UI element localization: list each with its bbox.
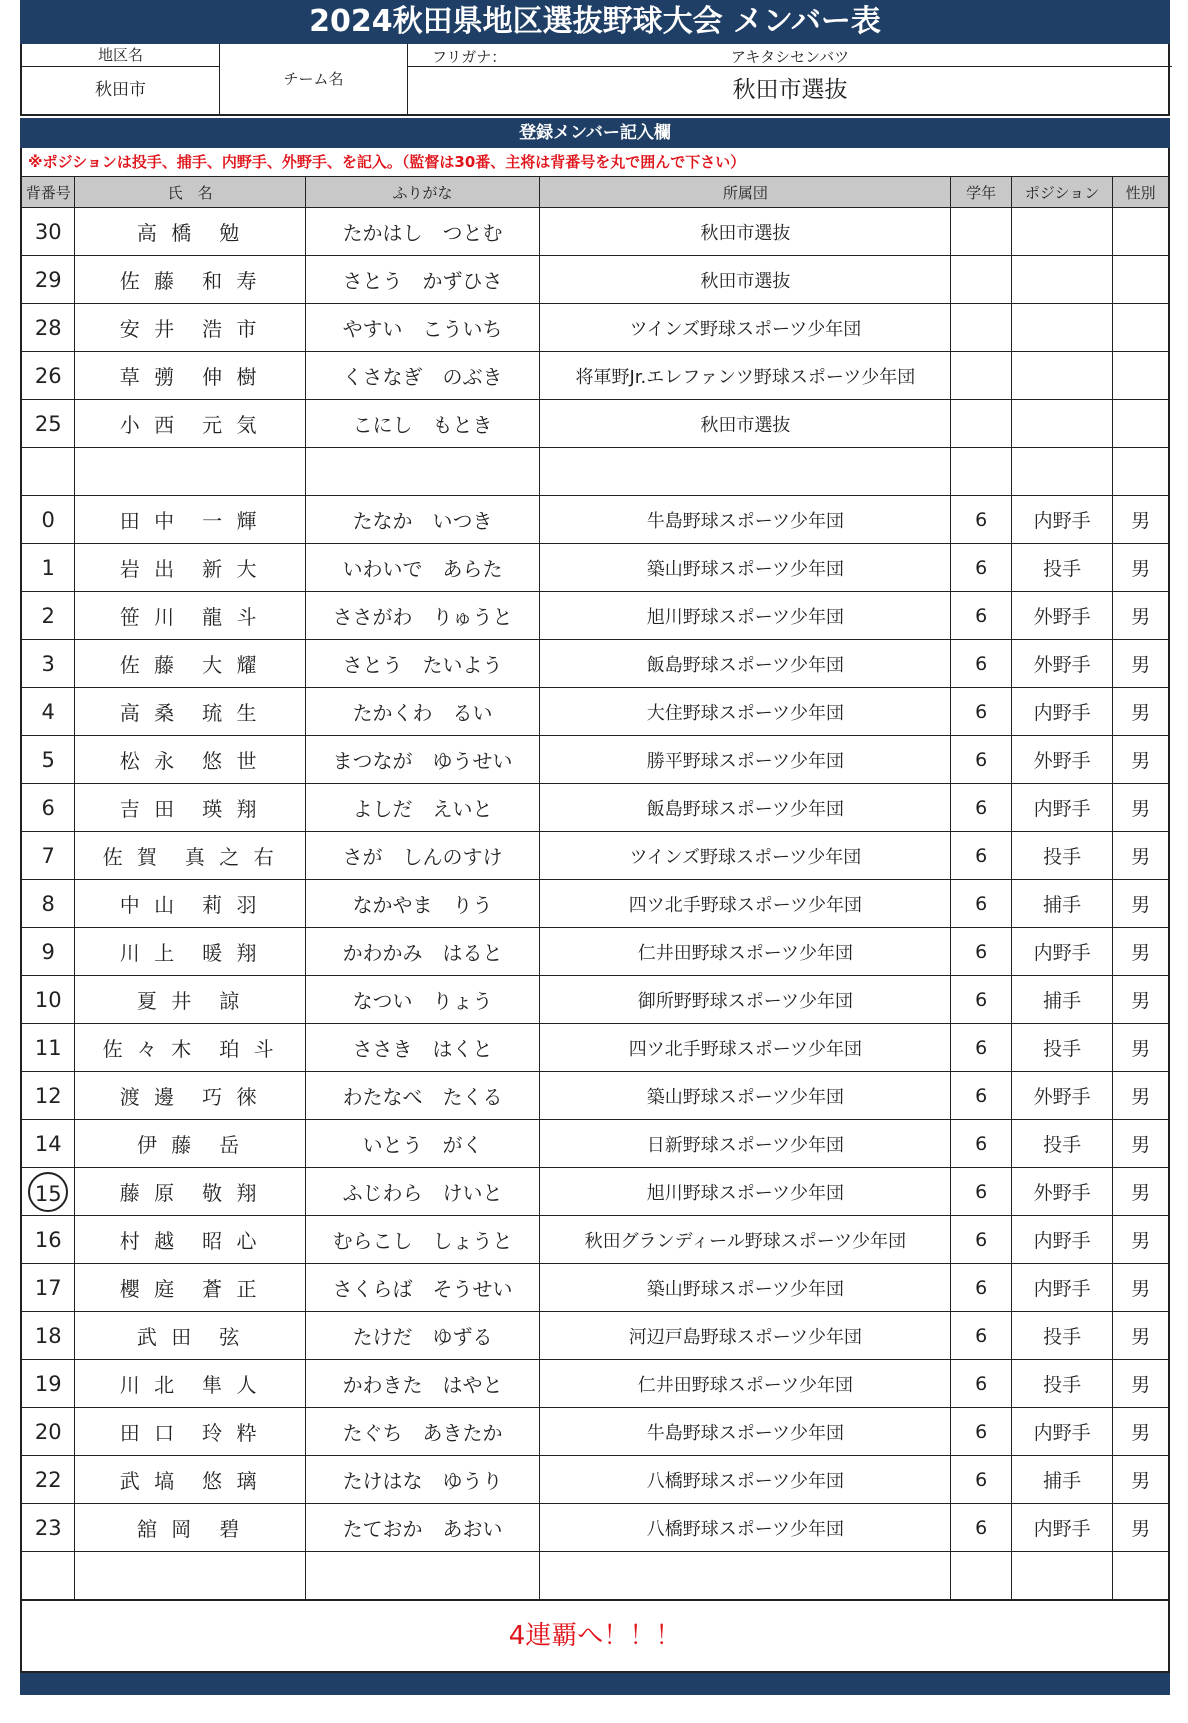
kana-cell: やすい こういち [305,304,540,352]
table-row [21,1024,1169,1072]
table-row [21,496,1169,544]
grade-cell: 6 [951,1456,1012,1504]
name-cell: 安 井 浩 市 [75,304,305,352]
club-cell: 牛島野球スポーツ少年団 [540,496,951,544]
footer-message: 4連覇へ！！！ [20,1600,1170,1673]
kana-cell: さが しんのすけ [305,832,540,880]
sex-cell: 男 [1113,832,1169,880]
blank-cell [75,1552,305,1600]
sex-cell: 男 [1113,1408,1169,1456]
header-kana: ふりがな [305,177,540,208]
grade-cell [951,400,1012,448]
kana-cell: たかはし つとむ [305,208,540,256]
number-cell: 19 [21,1360,75,1408]
name-cell: 藤 原 敬 翔 [75,1168,305,1216]
name-cell: 笹 川 龍 斗 [75,592,305,640]
blank-cell [1113,448,1169,496]
name-cell: 川 北 隼 人 [75,1360,305,1408]
position-cell: 内野手 [1011,1264,1112,1312]
number-cell: 0 [21,496,75,544]
grade-cell: 6 [951,1024,1012,1072]
bottom-bar [20,1673,1170,1695]
kana-cell: ささき はくと [305,1024,540,1072]
name-cell: 岩 出 新 大 [75,544,305,592]
kana-cell: まつなが ゆうせい [305,736,540,784]
sex-cell [1113,304,1169,352]
blank-cell [951,1552,1012,1600]
club-cell: 築山野球スポーツ少年団 [540,1072,951,1120]
name-cell: 武 田 弦 [75,1312,305,1360]
position-cell: 投手 [1011,832,1112,880]
grade-cell: 6 [951,784,1012,832]
number-cell: 12 [21,1072,75,1120]
name-cell: 佐 々 木 珀 斗 [75,1024,305,1072]
position-cell: 投手 [1011,1360,1112,1408]
blank-cell [951,448,1012,496]
table-row [21,736,1169,784]
sex-cell: 男 [1113,736,1169,784]
sex-cell: 男 [1113,1264,1169,1312]
number-cell: 10 [21,976,75,1024]
position-cell: 投手 [1011,544,1112,592]
position-cell: 内野手 [1011,784,1112,832]
sex-cell: 男 [1113,1312,1169,1360]
position-cell [1011,400,1112,448]
number-cell: 30 [21,208,75,256]
number-cell: 2 [21,592,75,640]
club-cell: 築山野球スポーツ少年団 [540,1264,951,1312]
number-cell: 29 [21,256,75,304]
sex-cell: 男 [1113,1504,1169,1552]
blank-cell [21,1552,75,1600]
position-cell [1011,256,1112,304]
club-cell: 築山野球スポーツ少年団 [540,544,951,592]
table-row [21,784,1169,832]
team-name-cell [408,44,1172,114]
grade-cell: 6 [951,1264,1012,1312]
position-cell [1011,304,1112,352]
sex-cell [1113,400,1169,448]
kana-cell: よしだ えいと [305,784,540,832]
table-row [21,688,1169,736]
kana-cell: さくらば そうせい [305,1264,540,1312]
blank-cell [305,448,540,496]
number-cell: 22 [21,1456,75,1504]
club-cell: ツインズ野球スポーツ少年団 [540,832,951,880]
blank-cell [305,1552,540,1600]
position-cell: 投手 [1011,1024,1112,1072]
number-cell: 20 [21,1408,75,1456]
number-cell: 6 [21,784,75,832]
club-cell: 秋田市選抜 [540,208,951,256]
number-cell: 11 [21,1024,75,1072]
furigana-row [408,44,1172,67]
table-row [21,1504,1169,1552]
sex-cell: 男 [1113,1024,1169,1072]
position-cell [1011,352,1112,400]
blank-cell [1011,1552,1112,1600]
number-cell: 5 [21,736,75,784]
kana-cell: たけだ ゆずる [305,1312,540,1360]
position-cell: 捕手 [1011,880,1112,928]
name-cell: 佐 賀 真 之 右 [75,832,305,880]
club-cell: 四ツ北手野球スポーツ少年団 [540,1024,951,1072]
position-cell: 内野手 [1011,496,1112,544]
number-cell: 23 [21,1504,75,1552]
name-cell: 武 塙 悠 璃 [75,1456,305,1504]
blank-row [21,1552,1169,1600]
furigana-label: フリガナ： [432,48,507,66]
kana-cell: たぐち あきたか [305,1408,540,1456]
captain-circle: 15 [28,1172,68,1212]
table-row [21,1264,1169,1312]
position-cell [1011,208,1112,256]
kana-cell: いとう がく [305,1120,540,1168]
club-cell: 八橋野球スポーツ少年団 [540,1456,951,1504]
kana-cell: ふじわら けいと [305,1168,540,1216]
area-cell [22,44,220,114]
position-cell: 捕手 [1011,1456,1112,1504]
grade-cell: 6 [951,1360,1012,1408]
club-cell: 秋田市選抜 [540,256,951,304]
sex-cell [1113,256,1169,304]
grade-cell: 6 [951,688,1012,736]
number-cell: 14 [21,1120,75,1168]
grade-cell [951,208,1012,256]
club-cell: 日新野球スポーツ少年団 [540,1120,951,1168]
club-cell: 八橋野球スポーツ少年団 [540,1504,951,1552]
number-cell [21,1168,75,1216]
number-cell: 8 [21,880,75,928]
sex-cell [1113,208,1169,256]
name-cell: 小 西 元 気 [75,400,305,448]
position-cell: 外野手 [1011,1168,1112,1216]
kana-cell: むらこし しょうと [305,1216,540,1264]
name-cell: 渡 邊 巧 徠 [75,1072,305,1120]
table-row [21,304,1169,352]
position-cell: 内野手 [1011,688,1112,736]
header-name: 氏 名 [75,177,305,208]
name-cell: 吉 田 瑛 翔 [75,784,305,832]
table-row [21,880,1169,928]
table-row [21,400,1169,448]
position-cell: 内野手 [1011,1216,1112,1264]
club-cell: 仁井田野球スポーツ少年団 [540,1360,951,1408]
name-cell: 高 橋 勉 [75,208,305,256]
header-position: ポジション [1011,177,1112,208]
number-cell: 4 [21,688,75,736]
position-cell: 外野手 [1011,1072,1112,1120]
table-row [21,544,1169,592]
club-cell: 旭川野球スポーツ少年団 [540,1168,951,1216]
club-cell: 勝平野球スポーツ少年団 [540,736,951,784]
kana-cell: なかやま りう [305,880,540,928]
name-cell: 中 山 莉 羽 [75,880,305,928]
position-cell: 外野手 [1011,640,1112,688]
position-cell: 投手 [1011,1120,1112,1168]
member-sheet [20,0,1170,1695]
sex-cell: 男 [1113,1360,1169,1408]
instruction-note: ※ポジションは投手、捕手、内野手、外野手、を記入。（監督は30番、主将は背番号を丸で囲んで下さい） [20,148,1170,176]
name-cell: 夏 井 諒 [75,976,305,1024]
kana-cell: ささがわ りゅうと [305,592,540,640]
header-number: 背番号 [21,177,75,208]
name-cell: 櫻 庭 蒼 正 [75,1264,305,1312]
furigana-value: アキタシセンバツ [730,48,850,66]
table-row [21,592,1169,640]
sex-cell [1113,352,1169,400]
club-cell: 将軍野Jr.エレファンツ野球スポーツ少年団 [540,352,951,400]
table-header-row [21,177,1169,208]
table-row [21,352,1169,400]
sex-cell: 男 [1113,1120,1169,1168]
area-label: 地区名 [22,44,219,67]
team-name: 秋田市選抜 [732,77,848,103]
table-row [21,208,1169,256]
club-cell: 河辺戸島野球スポーツ少年団 [540,1312,951,1360]
position-cell: 捕手 [1011,976,1112,1024]
name-cell: 田 中 一 輝 [75,496,305,544]
grade-cell: 6 [951,1312,1012,1360]
table-row [21,1456,1169,1504]
position-cell: 外野手 [1011,592,1112,640]
position-cell: 内野手 [1011,928,1112,976]
kana-cell: たけはな ゆうり [305,1456,540,1504]
grade-cell: 6 [951,1408,1012,1456]
club-cell: 御所野野球スポーツ少年団 [540,976,951,1024]
number-cell: 18 [21,1312,75,1360]
header-club: 所属団 [540,177,951,208]
club-cell: 飯島野球スポーツ少年団 [540,640,951,688]
number-cell: 9 [21,928,75,976]
kana-cell: くさなぎ のぶき [305,352,540,400]
kana-cell: かわきた はやと [305,1360,540,1408]
name-cell: 松 永 悠 世 [75,736,305,784]
kana-cell: たておか あおい [305,1504,540,1552]
grade-cell: 6 [951,880,1012,928]
name-cell: 高 桑 琉 生 [75,688,305,736]
club-cell: 仁井田野球スポーツ少年団 [540,928,951,976]
number-cell: 28 [21,304,75,352]
club-cell: 四ツ北手野球スポーツ少年団 [540,880,951,928]
club-cell: 旭川野球スポーツ少年団 [540,592,951,640]
page-title: 2024秋田県地区選抜野球大会 メンバー表 [20,0,1170,44]
grade-cell: 6 [951,1072,1012,1120]
position-cell: 内野手 [1011,1504,1112,1552]
table-row [21,1216,1169,1264]
team-info [20,44,1170,116]
blank-cell [1113,1552,1169,1600]
club-cell: ツインズ野球スポーツ少年団 [540,304,951,352]
table-row [21,256,1169,304]
number-cell: 26 [21,352,75,400]
name-cell: 佐 藤 和 寿 [75,256,305,304]
number-cell: 1 [21,544,75,592]
blank-cell [21,448,75,496]
table-row [21,1072,1169,1120]
grade-cell [951,304,1012,352]
sex-cell: 男 [1113,688,1169,736]
blank-cell [1011,448,1112,496]
table-row [21,1120,1169,1168]
table-row [21,1408,1169,1456]
grade-cell: 6 [951,976,1012,1024]
kana-cell: たなか いつき [305,496,540,544]
sex-cell: 男 [1113,976,1169,1024]
name-cell: 草 彅 伸 樹 [75,352,305,400]
grade-cell: 6 [951,1216,1012,1264]
team-label-cell [220,44,408,114]
blank-cell [540,1552,951,1600]
grade-cell: 6 [951,1120,1012,1168]
member-table [20,176,1170,1600]
club-cell: 大住野球スポーツ少年団 [540,688,951,736]
grade-cell [951,352,1012,400]
grade-cell: 6 [951,736,1012,784]
name-cell: 村 越 昭 心 [75,1216,305,1264]
sex-cell: 男 [1113,880,1169,928]
area-value: 秋田市 [95,80,146,100]
kana-cell: こにし もとき [305,400,540,448]
position-cell: 投手 [1011,1312,1112,1360]
table-body [21,208,1169,1600]
kana-cell: さとう かずひさ [305,256,540,304]
grade-cell: 6 [951,928,1012,976]
club-cell: 飯島野球スポーツ少年団 [540,784,951,832]
sex-cell: 男 [1113,1216,1169,1264]
name-cell: 田 口 玲 粋 [75,1408,305,1456]
number-cell: 17 [21,1264,75,1312]
name-cell: 佐 藤 大 耀 [75,640,305,688]
section-title: 登録メンバー記入欄 [20,118,1170,148]
position-cell: 外野手 [1011,736,1112,784]
sex-cell: 男 [1113,1168,1169,1216]
name-cell: 伊 藤 岳 [75,1120,305,1168]
table-row [21,976,1169,1024]
sex-cell: 男 [1113,496,1169,544]
table-row [21,1312,1169,1360]
kana-cell: さとう たいよう [305,640,540,688]
grade-cell: 6 [951,592,1012,640]
blank-row [21,448,1169,496]
number-cell: 3 [21,640,75,688]
table-row [21,1360,1169,1408]
club-cell: 秋田市選抜 [540,400,951,448]
table-row [21,832,1169,880]
club-cell: 牛島野球スポーツ少年団 [540,1408,951,1456]
sex-cell: 男 [1113,592,1169,640]
kana-cell: なつい りょう [305,976,540,1024]
table-row [21,1168,1169,1216]
club-cell: 秋田グランディール野球スポーツ少年団 [540,1216,951,1264]
sex-cell: 男 [1113,1072,1169,1120]
grade-cell: 6 [951,640,1012,688]
sex-cell: 男 [1113,1456,1169,1504]
header-grade: 学年 [951,177,1012,208]
sex-cell: 男 [1113,544,1169,592]
grade-cell: 6 [951,832,1012,880]
grade-cell [951,256,1012,304]
position-cell: 内野手 [1011,1408,1112,1456]
kana-cell: たかくわ るい [305,688,540,736]
kana-cell: わたなべ たくる [305,1072,540,1120]
number-cell: 7 [21,832,75,880]
grade-cell: 6 [951,1504,1012,1552]
number-cell: 16 [21,1216,75,1264]
table-row [21,640,1169,688]
header-sex: 性別 [1113,177,1169,208]
number-cell: 25 [21,400,75,448]
sex-cell: 男 [1113,928,1169,976]
team-label: チーム名 [283,70,344,88]
blank-cell [75,448,305,496]
table-row [21,928,1169,976]
grade-cell: 6 [951,544,1012,592]
grade-cell: 6 [951,496,1012,544]
grade-cell: 6 [951,1168,1012,1216]
name-cell: 舘 岡 碧 [75,1504,305,1552]
kana-cell: かわかみ はると [305,928,540,976]
blank-cell [540,448,951,496]
sex-cell: 男 [1113,784,1169,832]
kana-cell: いわいで あらた [305,544,540,592]
sex-cell: 男 [1113,640,1169,688]
name-cell: 川 上 暖 翔 [75,928,305,976]
